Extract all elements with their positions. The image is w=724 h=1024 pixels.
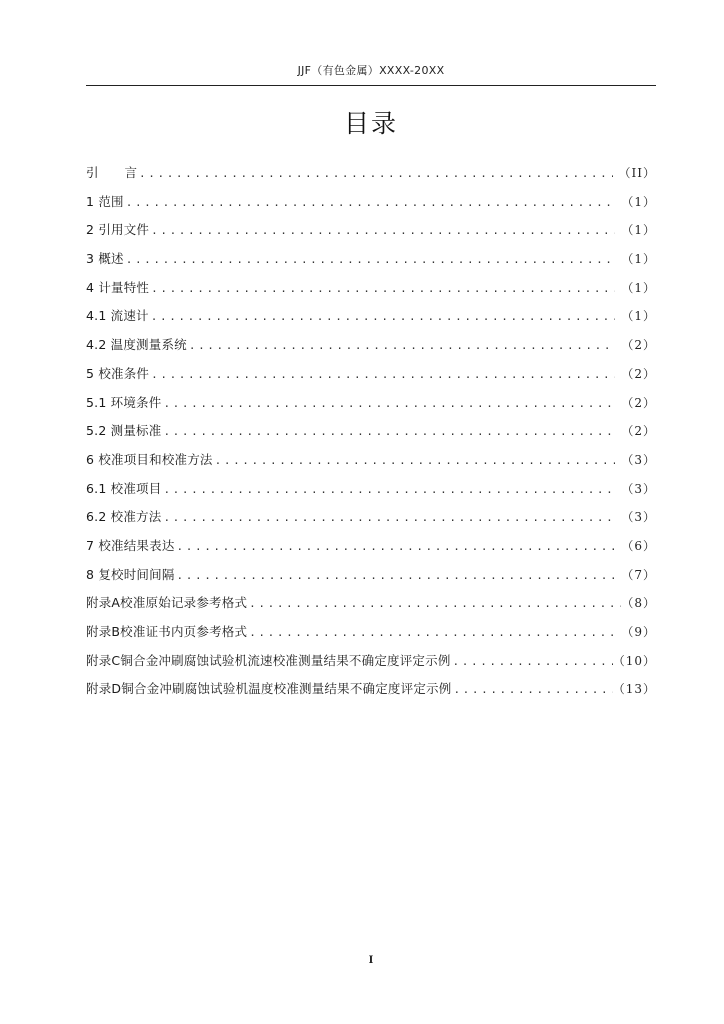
- toc-entry-page: （II）: [618, 166, 656, 180]
- toc-entry-label: 4.1 流速计: [86, 308, 149, 324]
- table-of-contents: [86, 159, 656, 704]
- toc-dot-leader: [189, 332, 616, 360]
- toc-entry[interactable]: [86, 475, 656, 504]
- toc-entry-page: （2）: [621, 366, 656, 381]
- toc-entry-page: （3）: [621, 481, 656, 496]
- toc-intro-second-char: 言: [124, 165, 138, 180]
- toc-entry-page: （2）: [621, 395, 656, 410]
- toc-dot-leader: [215, 447, 616, 475]
- toc-entry[interactable]: [86, 245, 656, 274]
- toc-dot-leader: [163, 504, 615, 532]
- toc-entry[interactable]: [86, 446, 656, 475]
- toc-dot-leader: [151, 361, 615, 389]
- header-divider: [86, 85, 656, 86]
- toc-entry-page: （6）: [621, 538, 656, 553]
- toc-dot-leader: [163, 418, 615, 446]
- toc-entry-label: 附录C铜合金冲刷腐蚀试验机流速校准测量结果不确定度评定示例: [86, 652, 451, 668]
- document-code-header: JJF（有色金属）XXXX-20XX: [297, 64, 445, 77]
- toc-entry-label: 附录B校准证书内页参考格式: [86, 624, 248, 639]
- toc-entry-appendix[interactable]: [86, 618, 656, 647]
- toc-entry-label: 5 校准条件: [86, 365, 150, 381]
- toc-entry-page: （13）: [612, 682, 656, 697]
- toc-dot-leader: [453, 676, 612, 704]
- toc-entry-label: 6 校准项目和校准方法: [86, 451, 213, 467]
- toc-entry[interactable]: [86, 503, 656, 532]
- toc-entry-label: 附录D铜合金冲刷腐蚀试验机温度校准测量结果不确定度评定示例: [86, 681, 452, 697]
- toc-entry-page: （1）: [621, 252, 656, 267]
- toc-entry-page: （1）: [621, 223, 656, 238]
- toc-dot-leader: [139, 160, 612, 188]
- toc-entry-page: （7）: [621, 567, 656, 582]
- toc-entry-label: 8 复校时间间隔: [86, 566, 175, 582]
- toc-entry[interactable]: [86, 188, 656, 217]
- toc-dot-leader: [249, 590, 621, 618]
- toc-entry-page: （1）: [621, 309, 656, 324]
- toc-entry[interactable]: [86, 274, 656, 303]
- toc-dot-leader: [126, 246, 616, 274]
- toc-dot-leader: [151, 275, 615, 303]
- toc-entry[interactable]: [86, 360, 656, 389]
- toc-dot-leader: [453, 648, 613, 676]
- toc-dot-leader: [249, 619, 615, 647]
- toc-intro-first-char: 引: [86, 165, 99, 180]
- toc-entry-page: （2）: [621, 424, 656, 439]
- toc-entry-page: （10）: [612, 653, 656, 668]
- toc-entry-label: 2 引用文件: [86, 222, 150, 238]
- toc-entry-page: （8）: [621, 596, 656, 611]
- toc-entry-page: （3）: [621, 452, 656, 467]
- toc-entry-label: 7 校准结果表达: [86, 537, 175, 553]
- toc-entry[interactable]: [86, 389, 656, 418]
- toc-entry-label: 6.2 校准方法: [86, 509, 162, 525]
- toc-entry[interactable]: [86, 331, 656, 360]
- toc-dot-leader: [177, 533, 616, 561]
- toc-entry[interactable]: [86, 216, 656, 245]
- toc-entry[interactable]: [86, 417, 656, 446]
- toc-entry-page: （3）: [621, 510, 656, 525]
- toc-dot-leader: [151, 217, 615, 245]
- toc-entry-page: （9）: [621, 625, 656, 639]
- toc-dot-leader: [126, 189, 616, 217]
- toc-entry[interactable]: [86, 532, 656, 561]
- toc-entry-label: 5.2 测量标准: [86, 423, 162, 439]
- toc-entry[interactable]: [86, 561, 656, 590]
- toc-entry-appendix[interactable]: [86, 589, 656, 618]
- toc-title: 目录: [343, 109, 398, 138]
- toc-entry-label: 4 计量特性: [86, 279, 150, 295]
- toc-entry-appendix[interactable]: [86, 675, 656, 704]
- toc-entry-intro[interactable]: [86, 159, 656, 188]
- page-number: I: [368, 955, 374, 966]
- toc-entry-page: （1）: [621, 194, 656, 209]
- toc-entry-label: 6.1 校准项目: [86, 480, 162, 496]
- toc-entry-label: 附录A校准原始记录参考格式: [86, 595, 248, 611]
- toc-entry-label: 3 概述: [86, 251, 124, 267]
- toc-entry-label: 4.2 温度测量系统: [86, 337, 187, 353]
- toc-entry-label: 1 范围: [86, 193, 124, 209]
- toc-dot-leader: [151, 303, 616, 331]
- toc-entry-page: （2）: [621, 338, 656, 353]
- toc-entry-label: 5.1 环境条件: [86, 394, 162, 410]
- toc-entry-appendix[interactable]: [86, 647, 656, 676]
- toc-dot-leader: [163, 476, 615, 504]
- toc-entry-page: （1）: [621, 280, 656, 295]
- toc-entry[interactable]: [86, 302, 656, 331]
- toc-entry-label: [86, 159, 137, 188]
- toc-dot-leader: [177, 562, 616, 590]
- toc-dot-leader: [163, 390, 615, 418]
